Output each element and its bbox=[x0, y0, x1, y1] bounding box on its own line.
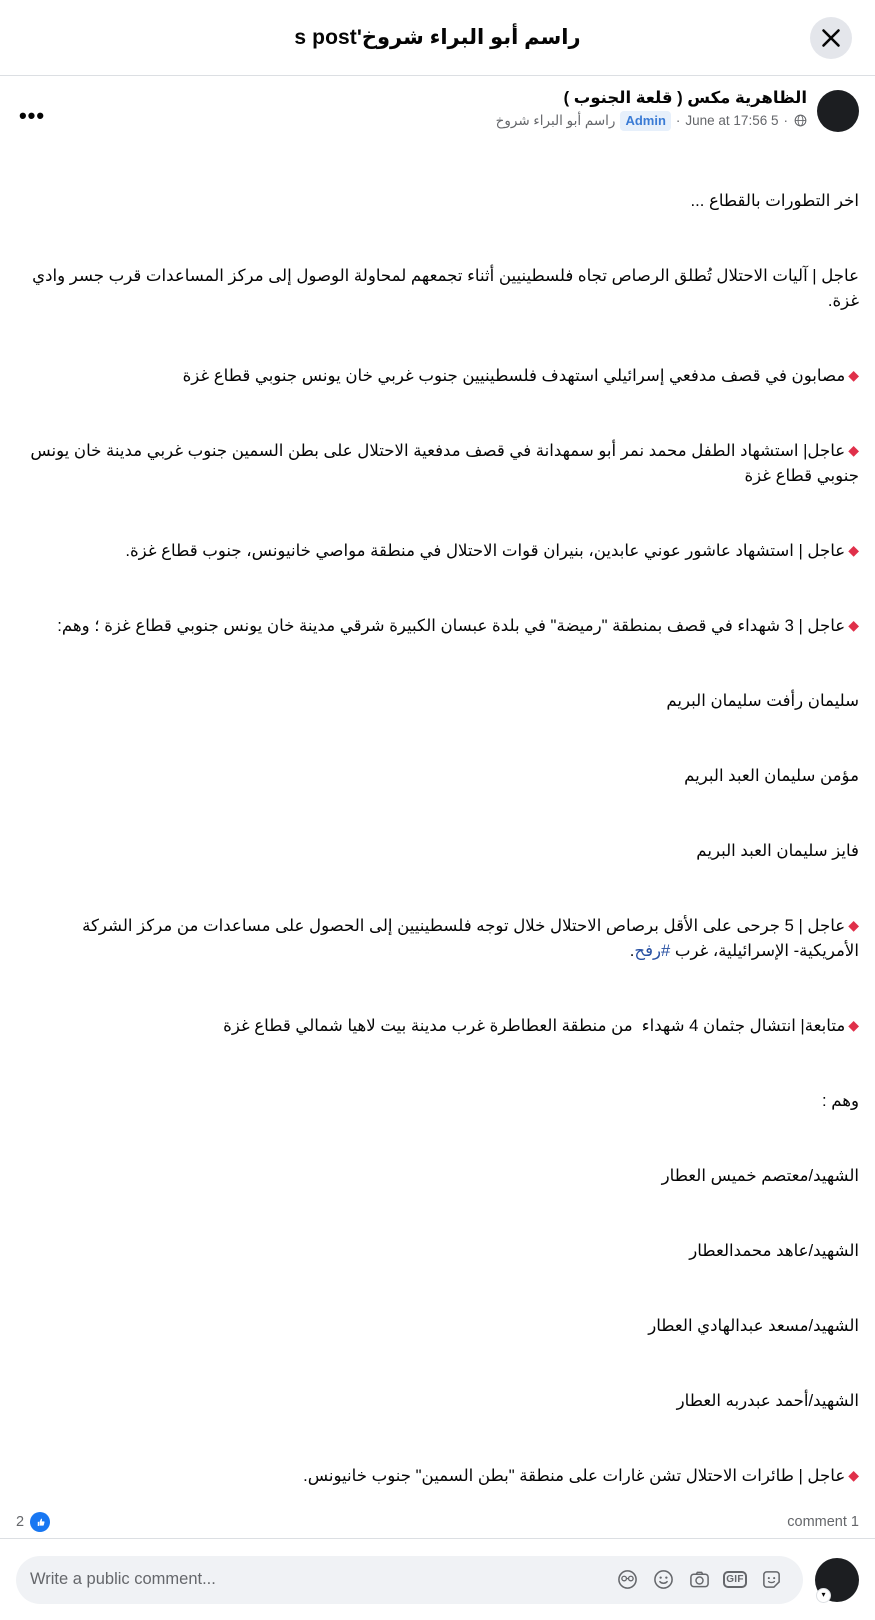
emoji-icon[interactable] bbox=[651, 1568, 675, 1592]
comment-input[interactable] bbox=[26, 1570, 615, 1589]
chevron-down-icon[interactable]: ▾ bbox=[816, 1588, 831, 1603]
post-line: الشهيد/معتصم خميس العطار bbox=[661, 1166, 859, 1185]
reaction-summary[interactable] bbox=[16, 1512, 50, 1532]
post-line bbox=[16, 538, 859, 563]
comment-count[interactable]: 1 comment bbox=[787, 1514, 859, 1530]
globe-icon bbox=[793, 114, 807, 128]
post-line-text: . bbox=[629, 941, 635, 960]
post-line-text: عاجل | طائرات الاحتلال تشن غارات على منطقة "بطن السمين" جنوب خانيونس. bbox=[303, 1466, 846, 1485]
hashtag-link[interactable]: #رفح bbox=[634, 941, 671, 960]
post-line bbox=[16, 1013, 859, 1038]
post-line-text: مصابون في قصف مدفعي إسرائيلي استهدف فلسطينيين جنوب غربي خان يونس جنوبي قطاع غزة bbox=[182, 366, 846, 385]
post-line-text: عاجل| استشهاد الطفل محمد نمر أبو سمهدانة في قصف مدفعية الاحتلال على بطن السمين جنوب غربي مدينة خان يونس جنوبي قطاع غزة bbox=[25, 441, 859, 485]
post-line bbox=[16, 613, 859, 638]
post-line-text: عاجل | 5 جرحى على الأقل برصاص الاحتلال خلال توجه فلسطينيين إلى الحصول على مساعدات من مركز الشركة الأمريكية- الإسرائيلية، غرب bbox=[77, 916, 859, 960]
close-button[interactable] bbox=[810, 17, 852, 59]
post-line: وهم : bbox=[821, 1091, 859, 1110]
post-line bbox=[16, 363, 859, 388]
post-line: فايز سليمان العبد البريم bbox=[696, 841, 859, 860]
thumbs-up-icon bbox=[30, 1512, 50, 1532]
post-line: الشهيد/أحمد عبدربه العطار bbox=[676, 1391, 859, 1410]
post-line-text: عاجل | استشهاد عاشور عوني عابدين، بنيران قوات الاحتلال في منطقة مواصي خانيونس، جنوب قطاع غزة. bbox=[125, 541, 846, 560]
post-line: سليمان رأفت سليمان البريم bbox=[666, 691, 859, 710]
dialog-header bbox=[0, 0, 875, 76]
post-author-info bbox=[16, 88, 807, 131]
post-line: الشهيد/مسعد عبدالهادي العطار bbox=[648, 1316, 859, 1335]
post-line: اخر التطورات بالقطاع ... bbox=[690, 191, 859, 210]
post-line bbox=[16, 1463, 859, 1488]
status-badge: Admin bbox=[620, 111, 670, 131]
post-author-name[interactable]: راسم أبو البراء شروخ bbox=[495, 113, 616, 128]
diamond-bullet-icon: ◆ bbox=[848, 367, 859, 383]
diamond-bullet-icon: ◆ bbox=[848, 1017, 859, 1033]
avatar[interactable] bbox=[817, 90, 859, 132]
post-timestamp[interactable]: 5 June at 17:56 bbox=[685, 113, 779, 128]
close-icon bbox=[822, 29, 840, 47]
diamond-bullet-icon: ◆ bbox=[848, 917, 859, 933]
diamond-bullet-icon: ◆ bbox=[848, 542, 859, 558]
post-author-header bbox=[0, 76, 875, 136]
comment-input-wrap[interactable] bbox=[16, 1556, 803, 1604]
post-line: مؤمن سليمان العبد البريم bbox=[684, 766, 859, 785]
post-line bbox=[16, 913, 859, 963]
post-content-area bbox=[0, 76, 875, 1538]
diamond-bullet-icon: ◆ bbox=[848, 442, 859, 458]
page-name[interactable]: الظاهرية مكس ( قلعة الجنوب ) bbox=[563, 89, 807, 107]
diamond-bullet-icon: ◆ bbox=[848, 1467, 859, 1483]
post-body-text bbox=[0, 136, 875, 1538]
more-options-button[interactable]: ••• bbox=[14, 98, 50, 134]
post-line-text: عاجل | 3 شهداء في قصف بمنطقة "رميضة" في بلدة عبسان الكبيرة شرقي مدينة خان يونس جنوبي قطاع غزة ؛ وهم: bbox=[57, 616, 846, 635]
reaction-bar bbox=[0, 1508, 875, 1538]
composer-avatar-wrap[interactable] bbox=[815, 1558, 859, 1602]
meta-separator-2: · bbox=[675, 113, 681, 128]
composer-icon-row bbox=[615, 1568, 789, 1592]
post-line bbox=[16, 438, 859, 488]
comment-composer bbox=[0, 1538, 875, 1620]
page-title: راسم أبو البراء شروخ's post bbox=[294, 26, 581, 49]
post-meta bbox=[16, 111, 807, 131]
post-line-text: متابعة| انتشال جثمان 4 شهداء من منطقة العطاطرة غرب مدينة بيت لاهيا شمالي قطاع غزة bbox=[223, 1016, 846, 1035]
sticker-icon[interactable] bbox=[615, 1568, 639, 1592]
camera-icon[interactable] bbox=[687, 1568, 711, 1592]
avatar-sticker-icon[interactable] bbox=[759, 1568, 783, 1592]
diamond-bullet-icon: ◆ bbox=[848, 617, 859, 633]
post-line: الشهيد/عاهد محمدالعطار bbox=[689, 1241, 859, 1260]
meta-separator-1: · bbox=[783, 113, 788, 128]
post-line: عاجل | آليات الاحتلال تُطلق الرصاص تجاه فلسطينيين أثناء تجمعهم لمحاولة الوصول إلى مركز المساعدات قرب جسر وادي غزة. bbox=[27, 266, 859, 310]
reaction-count: 2 bbox=[16, 1514, 25, 1530]
gif-icon[interactable] bbox=[723, 1568, 747, 1592]
gif-label: GIF bbox=[723, 1571, 747, 1588]
